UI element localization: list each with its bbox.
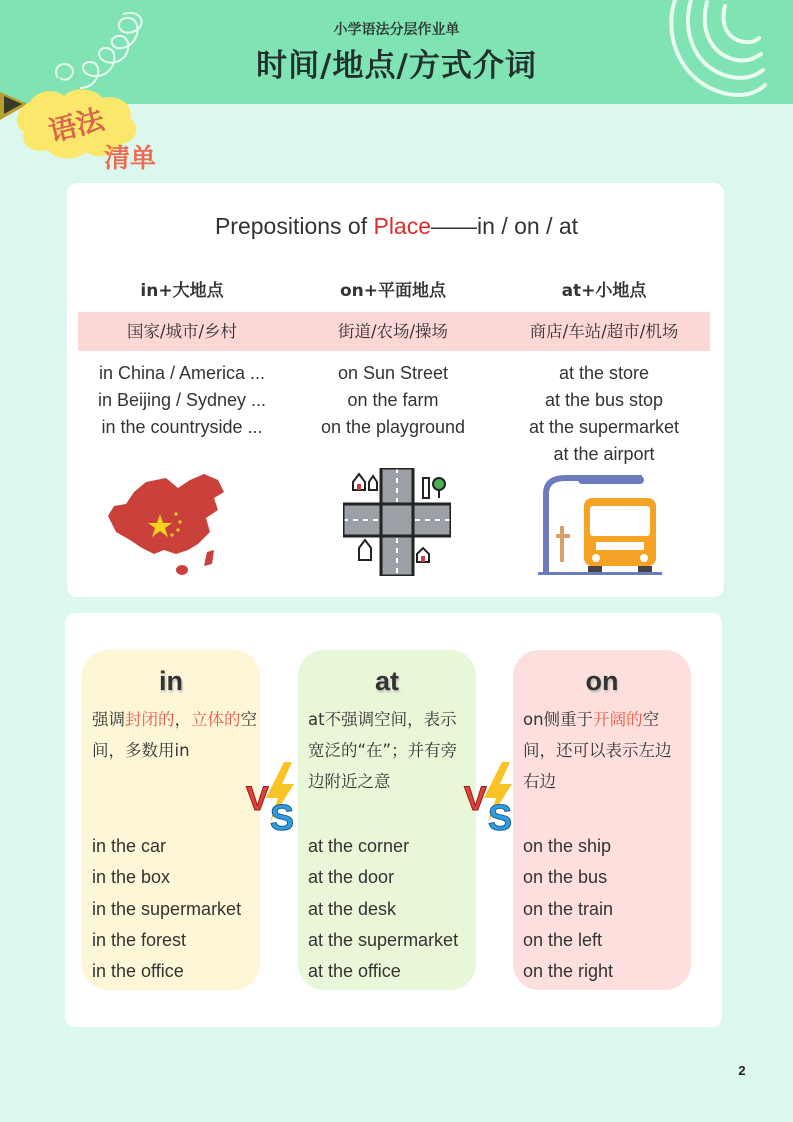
panel-heading-in: in <box>159 666 183 696</box>
panel-description-at <box>308 704 470 797</box>
column-examples-at <box>499 360 709 468</box>
example-line: in the countryside ... <box>101 417 263 437</box>
example-line: at the bus stop <box>544 390 664 410</box>
page-title: 时间/地点/方式介词 <box>256 48 537 84</box>
example-line: at the airport <box>553 444 655 464</box>
desc-text-highlight: 封闭的 <box>125 710 175 729</box>
panel-description-on <box>523 704 681 797</box>
example-line: in the box <box>92 867 171 888</box>
example-line: on the playground <box>320 417 466 437</box>
example-line: on the right <box>523 961 614 982</box>
versus-icon <box>462 760 528 842</box>
example-line: on Sun Street <box>337 363 449 383</box>
place-section-title <box>0 213 793 240</box>
street-map-icon <box>343 468 451 576</box>
example-line: on the train <box>523 898 614 919</box>
column-examples-on <box>288 360 498 441</box>
column-examples-in <box>77 360 287 441</box>
page-number: 2 <box>738 1063 746 1078</box>
example-line: at the office <box>308 961 401 982</box>
column-category-at: 商店/车站/超市/机场 <box>529 322 679 341</box>
column-heading-at: at+小地点 <box>561 281 647 301</box>
example-line: in China / America ... <box>98 363 266 383</box>
desc-text: 空间，多数用in <box>92 710 257 760</box>
svg-text:S: S <box>270 797 295 838</box>
example-line: in the office <box>92 961 184 982</box>
panel-examples-in <box>92 831 262 987</box>
desc-text: ， <box>174 710 191 729</box>
column-heading-in: in+大地点 <box>140 281 224 301</box>
example-line: in the supermarket <box>92 898 242 919</box>
desc-text: 强调 <box>92 710 125 729</box>
svg-text:V: V <box>464 780 487 818</box>
desc-text-highlight: 开阔的 <box>593 710 643 729</box>
bus-stop-icon <box>538 476 662 575</box>
example-line: in Beijing / Sydney ... <box>97 390 267 410</box>
example-line: at the supermarket <box>528 417 680 437</box>
svg-text:S: S <box>488 797 513 838</box>
example-line: at the supermarket <box>308 929 459 950</box>
desc-text-highlight: 立体的 <box>191 710 241 729</box>
svg-text:V: V <box>246 780 269 818</box>
example-line: in the car <box>92 836 167 856</box>
example-line: on the bus <box>523 867 608 888</box>
example-line: at the corner <box>308 836 410 856</box>
title-part1: Prepositions of <box>214 213 374 239</box>
panel-examples-on <box>523 831 693 987</box>
panel-description-in <box>92 704 258 766</box>
example-line: in the forest <box>92 929 187 950</box>
example-line: on the left <box>523 929 603 950</box>
desc-text: at不强调空间，表示宽泛的“在”；并有旁边附近之意 <box>308 710 458 791</box>
versus-icon <box>244 760 310 842</box>
panel-heading-at: at <box>374 666 399 696</box>
column-category-on: 街道/农场/操场 <box>337 322 449 341</box>
panel-examples-at <box>308 831 478 987</box>
column-heading-on: on+平面地点 <box>339 281 447 301</box>
worksheet-subtitle: 小学语法分层作业单 <box>333 22 460 38</box>
example-line: on the ship <box>523 836 612 856</box>
example-line: at the desk <box>308 898 397 919</box>
china-map-icon <box>106 470 230 580</box>
title-highlight: Place <box>373 213 432 239</box>
desc-text: 空间，还可以表示左边右边 <box>523 710 672 791</box>
badge-word-grammar: 语法 <box>45 102 108 149</box>
example-line: at the door <box>308 867 395 888</box>
example-line: at the store <box>558 363 650 383</box>
badge-word-list: 清单 <box>104 144 157 174</box>
title-part2: ——in / on / at <box>431 213 579 239</box>
column-category-in: 国家/城市/乡村 <box>126 322 238 341</box>
desc-text: on侧重于 <box>523 710 594 729</box>
panel-heading-on: on <box>585 666 619 696</box>
example-line: on the farm <box>347 390 439 410</box>
